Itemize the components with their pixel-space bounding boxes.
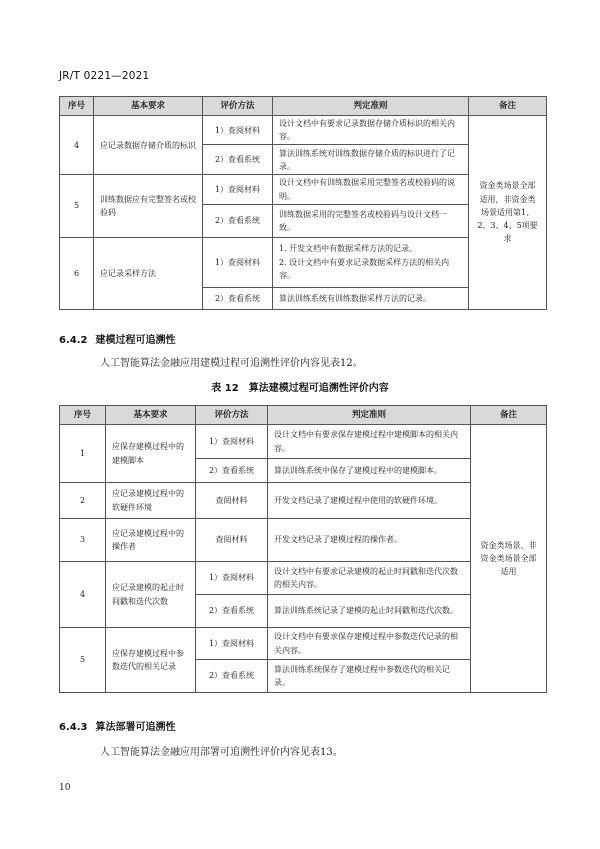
row-method: 查阅材料 [196,519,268,562]
row-criterion: 算法训练系统有训练数据采样方法的记录。 [273,287,469,309]
row-requirement: 训练数据应有完整签名或校验码 [94,175,203,237]
row-requirement: 应记录采样方法 [94,237,203,309]
row-criterion: 算法训练系统对训练数据存储介质的标识进行了记录。 [273,145,469,175]
row-method: 2）查看系统 [196,595,268,628]
row-no: 2 [60,483,106,519]
section-heading-6-4-3 [59,718,175,733]
row-method: 1）查阅材料 [196,425,268,459]
page-number: 10 [59,783,71,793]
row-method: 2）查看系统 [196,660,268,693]
header-no: 序号 [60,97,94,116]
row-criterion: 开发文档记录了建模过程的操作者。 [268,519,471,562]
section-heading-6-4-2 [59,331,175,346]
row-criterion: 开发文档记录了建模过程中使用的软硬件环境。 [268,483,471,519]
row-no: 5 [60,175,94,237]
header-requirement: 基本要求 [106,406,196,425]
row-no: 4 [60,116,94,175]
row-criterion: 算法训练系统保存了建模过程中参数迭代的相关记录。 [268,660,471,693]
table-row [60,425,547,459]
row-no: 3 [60,519,106,562]
row-note: 资金类场景、非资金类场景全部适用 [471,425,547,693]
section-number: 6.4.3 [59,722,88,733]
table-header-row [60,97,547,116]
row-method: 2）查看系统 [196,459,268,483]
row-no: 4 [60,562,106,628]
row-method: 2）查看系统 [203,287,273,309]
row-criterion: 设计文档中有训练数据采用完整签名或校验码的说明。 [273,175,469,204]
row-method: 查阅材料 [196,483,268,519]
row-no: 1 [60,425,106,483]
section-title: 建模过程可追溯性 [95,335,176,346]
criterion-line: 1. 开发文档中有数据采样方法的记录。 [279,244,418,254]
row-method: 1）查阅材料 [196,562,268,595]
header-criterion: 判定准则 [273,97,469,116]
header-note: 备注 [469,97,547,116]
standard-code: JR/T 0221—2021 [59,70,150,82]
row-method: 1）查阅材料 [203,237,273,287]
row-requirement: 应记录数据存储介质的标识 [94,116,203,175]
section-paragraph: 人工智能算法金融应用部署可追溯性评价内容见表13。 [100,747,343,758]
row-requirement: 应保存建模过程中的建模脚本 [106,425,196,483]
header-method: 评价方法 [196,406,268,425]
row-criterion: 设计文档中有要求记录数据存储介质标识的相关内容。 [273,116,469,145]
row-requirement: 应记录建模的起止时间戳和迭代次数 [106,562,196,628]
row-method: 1）查阅材料 [203,116,273,145]
criterion-line: 2. 设计文档中有要求记录数据采样方法的相关内容。 [279,257,450,280]
header-note: 备注 [471,406,547,425]
table-12 [59,405,547,693]
section-paragraph: 人工智能算法金融应用建模过程可追溯性评价内容见表12。 [100,358,363,369]
row-criterion: 设计文档中有要求保存建模过程中建模脚本的相关内容。 [268,425,471,459]
section-title: 算法部署可追溯性 [95,722,176,733]
evaluation-table-continued [59,96,547,310]
row-criterion: 设计文档中有要求记录建模的起止时间戳和迭代次数的相关内容。 [268,562,471,595]
row-no: 6 [60,237,94,309]
row-criterion: 设计文档中有要求保存建模过程中参数迭代记录的相关内容。 [268,628,471,660]
row-criterion [273,237,469,287]
header-criterion: 判定准则 [268,406,471,425]
header-method: 评价方法 [203,97,273,116]
row-method: 2）查看系统 [203,204,273,237]
row-method: 1）查阅材料 [203,175,273,204]
row-criterion: 算法训练系统中保存了建模过程中的建模脚本。 [268,459,471,483]
table-header-row [60,406,547,425]
row-method: 1）查阅材料 [196,628,268,660]
table-caption: 表 12 算法建模过程可追溯性评价内容 [211,383,389,394]
row-requirement: 应保存建模过程中参数迭代的相关记录 [106,628,196,693]
table-row [60,116,547,145]
row-criterion: 算法训练系统记录了建模的起止时间戳和迭代次数。 [268,595,471,628]
header-requirement: 基本要求 [94,97,203,116]
section-number: 6.4.2 [59,335,88,346]
row-note: 资金类场景全部适用，非资金类场景适用第1、2、3、4、5项要求 [469,116,547,310]
row-requirement: 应记录建模过程中的软硬件环境 [106,483,196,519]
header-no: 序号 [60,406,106,425]
row-method: 2）查看系统 [203,145,273,175]
row-requirement: 应记录建模过程中的操作者 [106,519,196,562]
row-criterion: 训练数据采用的完整签名或校验码与设计文档一致。 [273,204,469,237]
row-no: 5 [60,628,106,693]
